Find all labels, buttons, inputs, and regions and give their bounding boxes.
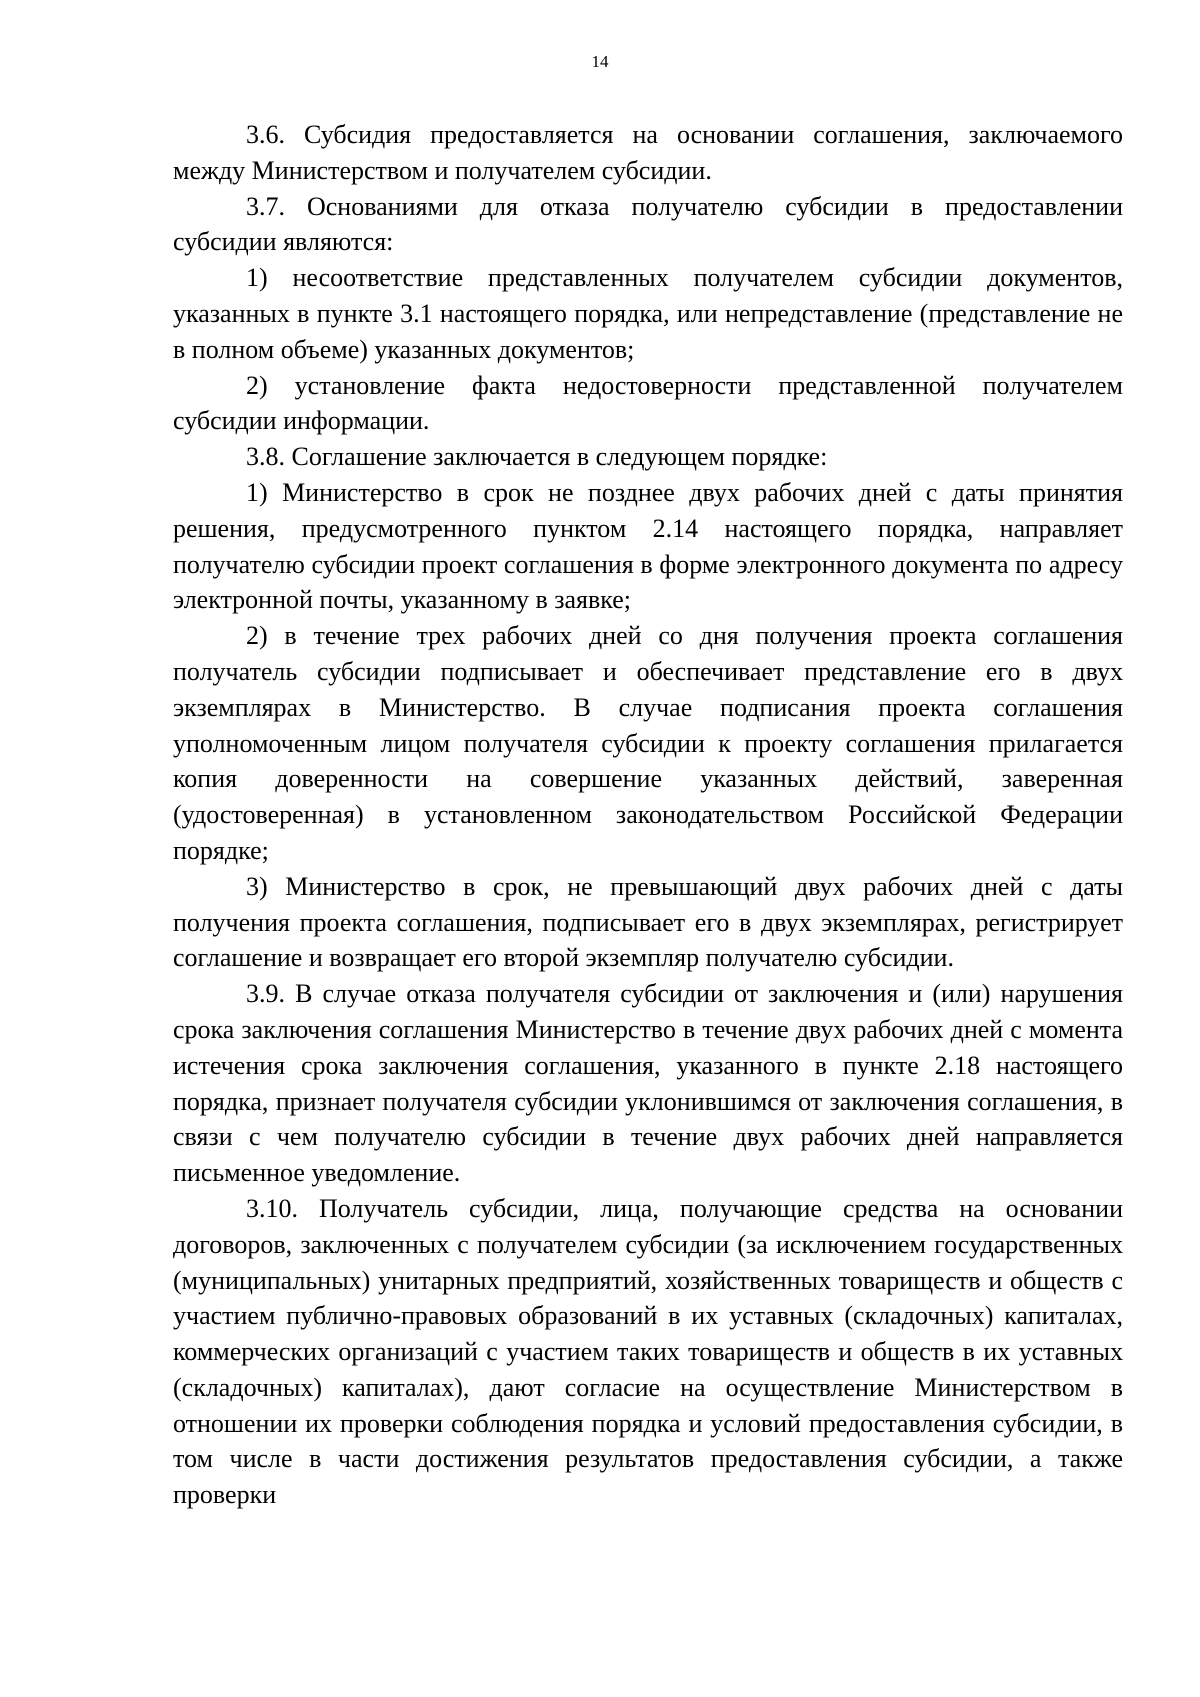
paragraph-3-7-item-1: 1) несоответствие представленных получателем субсидии документов, указанных в пункте 3.1 настоящего порядка, или непредставление (представление не в полном объеме) указанных документов;	[173, 263, 1123, 364]
paragraph-3-7: 3.7. Основаниями для отказа получателю субсидии в предоставлении субсидии являются:	[173, 191, 1123, 257]
paragraph-3-8-item-2: 2) в течение трех рабочих дней со дня получения проекта соглашения получатель субсидии подписывает и обеспечивает представление его в двух экземплярах в Министерство. В случае подписания проекта соглашения уполномоченным лицом получателя субсидии к проекту соглашения прилагается копия доверенности на совершение указанных действий, заверенная (удостоверенная) в установленном законодательством Российской Федерации порядке;	[173, 621, 1123, 865]
paragraph-3-9: 3.9. В случае отказа получателя субсидии от заключения и (или) нарушения срока заключения соглашения Министерство в течение двух рабочих дней с момента истечения срока заключения соглашения, указанного в пункте 2.18 настоящего порядка, признает получателя субсидии уклонившимся от заключения соглашения, в связи с чем получателю субсидии в течение двух рабочих дней направляется письменное уведомление.	[173, 979, 1123, 1188]
page-number: 14	[591, 52, 609, 71]
document-body	[173, 117, 1123, 1513]
paragraph-3-8-item-3: 3) Министерство в срок, не превышающий двух рабочих дней с даты получения проекта соглашения, подписывает его в двух экземплярах, регистрирует соглашение и возвращает его второй экземпляр получателю субсидии.	[173, 871, 1123, 973]
paragraph-3-8-item-1: 1) Министерство в срок не позднее двух рабочих дней с даты принятия решения, предусмотренного пунктом 2.14 настоящего порядка, направляет получателю субсидии проект соглашения в форме электронного документа по адресу электронной почты, указанному в заявке;	[173, 477, 1123, 615]
paragraph-3-8: 3.8. Соглашение заключается в следующем порядке:	[246, 442, 828, 472]
paragraph-3-10: 3.10. Получатель субсидии, лица, получающие средства на основании договоров, заключенных с получателем субсидии (за исключением государственных (муниципальных) унитарных предприятий, хозяйственных товариществ и обществ с участием публично-правовых образований в их уставных (складочных) капиталах, коммерческих организаций с участием таких товариществ и обществ в их уставных (складочных) капиталах), дают согласие на осуществление Министерством в отношении их проверки соблюдения порядка и условий предоставления субсидии, в том числе в части достижения результатов предоставления субсидии, а также проверки	[173, 1193, 1123, 1510]
paragraph-3-7-item-2: 2) установление факта недостоверности представленной получателем субсидии информации.	[173, 370, 1123, 436]
paragraph-3-6: 3.6. Субсидия предоставляется на основании соглашения, заключаемого между Министерством и получателем субсидии.	[173, 120, 1123, 185]
